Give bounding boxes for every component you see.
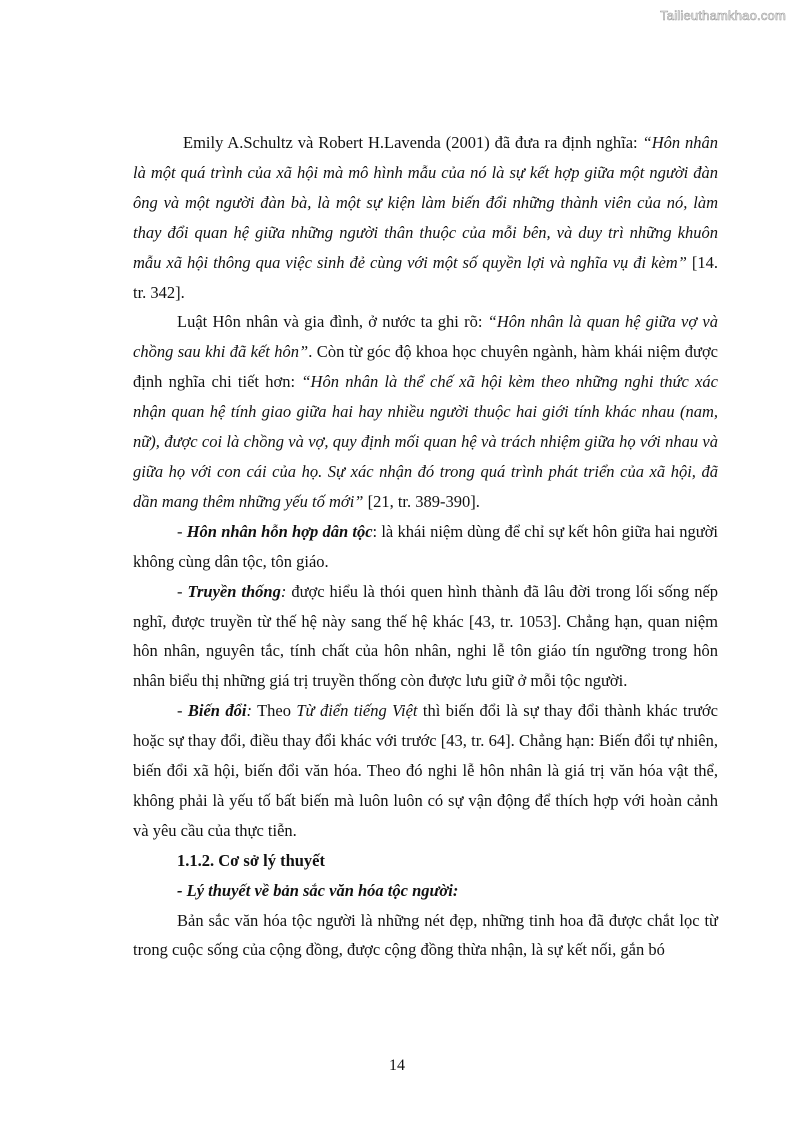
paragraph-change [133,696,718,846]
term-tradition: Truyền thống [187,581,281,601]
paragraph-mixed-marriage [133,517,718,577]
sub-heading: - Lý thuyết về bản sắc văn hóa tộc người: [177,880,459,900]
page-number: 14 [389,1057,405,1074]
citation: [14. tr. 342]. [133,252,718,302]
paragraph-lead: Theo [251,701,297,721]
paragraph-marriage-law [133,307,718,516]
paragraph-lead: Emily A.Schultz và Robert H.Lavenda (2001) đã đưa ra định nghĩa: [183,133,643,152]
definition-quote: “Hôn nhân là một quá trình của xã hội mà mô hình mẫu của nó là sự kết hợp giữa một người đàn ông và một người đàn bà, là một sự kiện làm biến đổi những thành viên của nó, làm thay đổi quan hệ giữa những người thân thuộc của mỗi bên, và duy trì những khuôn mẫu xã hội thông qua việc sinh đẻ cùng với một số quyền lợi và nghĩa vụ đi kèm” [133,133,719,272]
dash: - [177,701,188,721]
definition-quote: “Hôn nhân là thể chế xã hội kèm theo những nghi thức xác nhận quan hệ tính giao giữa hai hay nhiều người thuộc hai giới tính khác nhau (nam, nữ), được coi là chồng và vợ, quy định mối quan hệ và trách nhiệm giữa họ với nhau và giữa họ với con cái của họ. Sự xác nhận đó trong quá trình phát triển của xã hội, đã dần mang thêm những yếu tố mới” [133,372,718,511]
citation: [21, tr. 389-390]. [363,491,480,511]
section-heading: 1.1.2. Cơ sở lý thuyết [177,850,325,870]
term-definition: được hiểu là thói quen hình thành đã lâu đời trong lối sống nếp nghĩ, được truyền từ thế hệ này sang thế hệ khác [43, tr. 1053]. Chẳng hạn, quan niệm hôn nhân, nguyên tắc, tính chất của hôn nhân, nghi lễ tôn giáo tín ngưỡng trong hôn nhân biểu thị những giá trị truyền thống còn được lưu giữ ở mỗi tộc người. [133,581,719,691]
term-mixed-marriage: Hôn nhân hỗn hợp dân tộc [186,521,373,541]
law-quote: “Hôn nhân là quan hệ giữa vợ và chồng sau khi đã kết hôn” [133,312,718,362]
paragraph-schultz-definition [133,128,718,307]
term-definition: : là khái niệm dùng để chỉ sự kết hôn giữa hai người không cùng dân tộc, tôn giáo. [133,521,719,571]
paragraph-middle: . Còn từ góc độ khoa học chuyên ngành, hàm khái niệm được định nghĩa chi tiết hơn: [133,342,719,392]
colon: : [280,581,287,601]
term-definition: thì biến đổi là sự thay đổi thành khác trước hoặc sự thay đổi, điều thay đổi khác với trước [43, tr. 64]. Chẳng hạn: Biến đổi tự nhiên, biến đổi xã hội, biến đổi văn hóa. Theo đó nghi lễ hôn nhân là giá trị văn hóa vật thể, không phải là yếu tố bất biến mà luôn luôn có sự vận động để thích hợp với hoàn cảnh và yêu cầu của thực tiễn. [133,701,718,840]
dictionary-title: Từ điển tiếng Việt [296,701,418,721]
paragraph-cultural-identity: Bản sắc văn hóa tộc người là những nét đẹp, những tinh hoa đã được chắt lọc từ trong cuộc sống của cộng đồng, được cộng đồng thừa nhận, là sự kết nối, gắn bó [133,910,718,960]
watermark: Tailieuthamkhao.com [660,8,786,23]
paragraph-tradition [133,577,718,697]
dash: - [177,521,187,541]
paragraph-lead: Luật Hôn nhân và gia đình, ở nước ta ghi rõ: [177,312,488,332]
page-body [133,128,718,965]
term-change: Biến đổi [187,701,247,721]
colon: : [246,701,252,721]
dash: - [177,581,188,601]
